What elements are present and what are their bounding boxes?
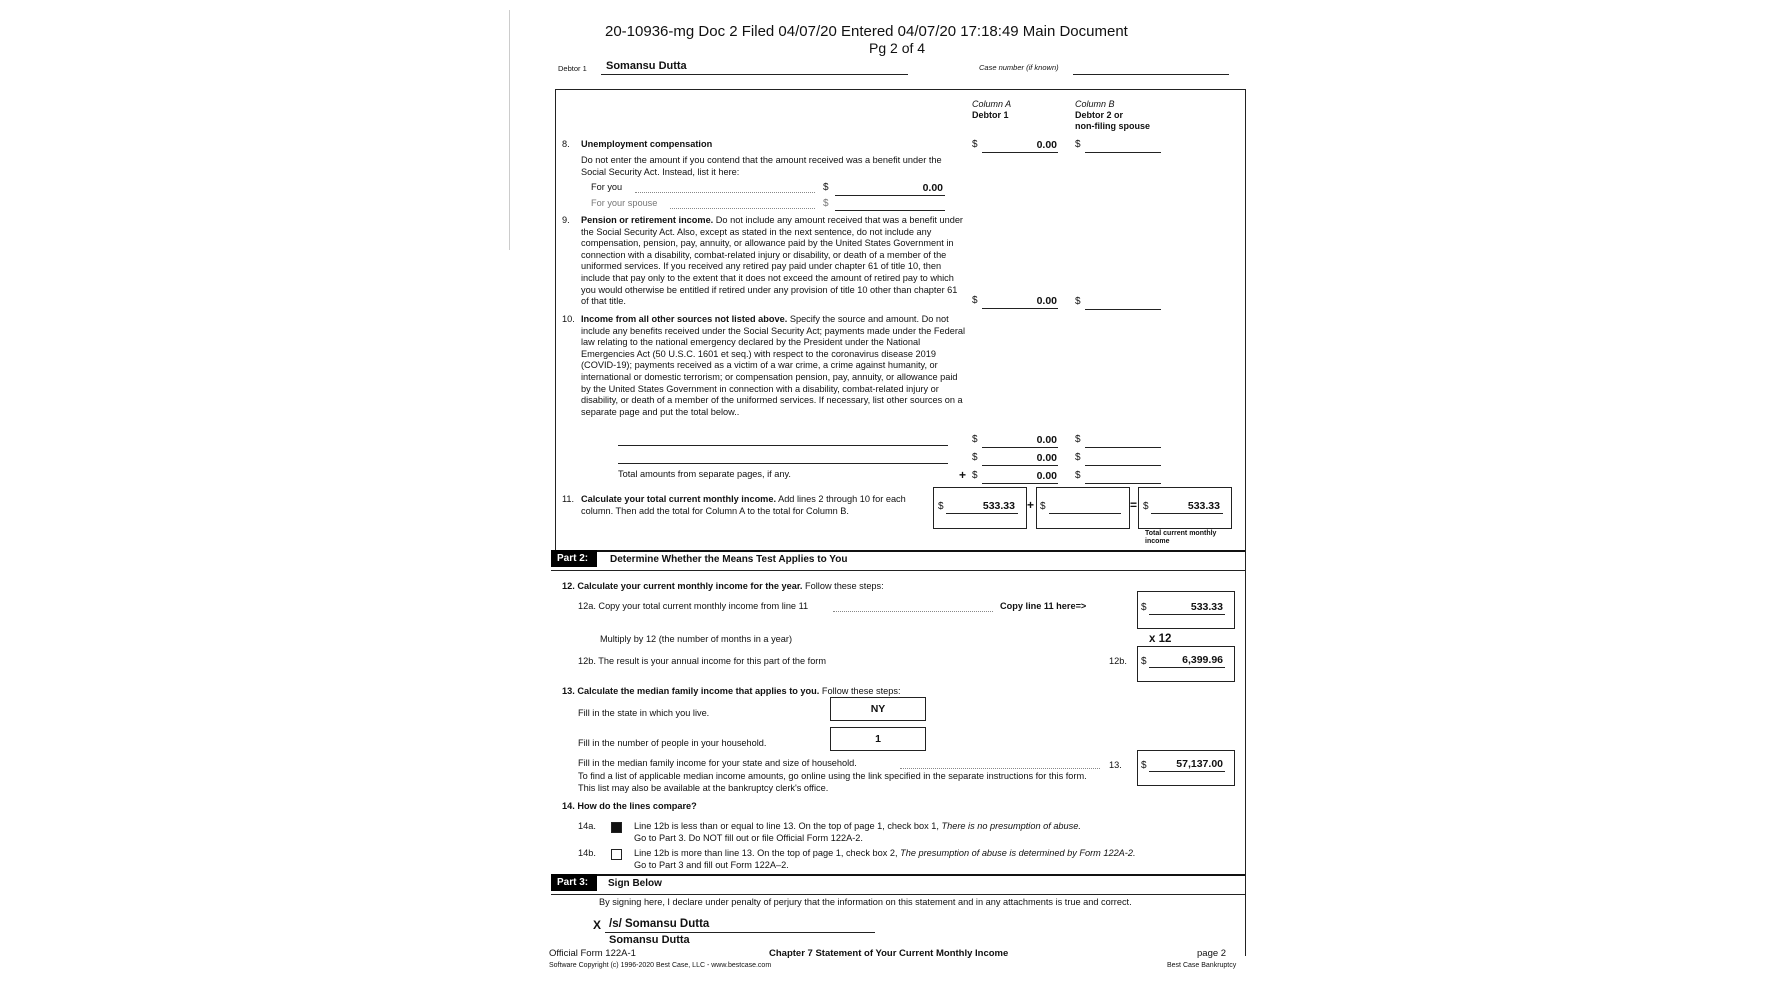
part2-label: Part 2: bbox=[551, 550, 597, 567]
debtor-label: Debtor 1 bbox=[558, 64, 587, 73]
column-b-sub2: non-filing spouse bbox=[1075, 121, 1150, 131]
part3-bottom-rule bbox=[551, 894, 1245, 895]
line12-title: 12. Calculate your current monthly income for the year. bbox=[562, 581, 803, 591]
line13-state-label: Fill in the state in which you live. bbox=[578, 708, 710, 718]
signature-x: X bbox=[593, 918, 602, 932]
line13-household-value: 1 bbox=[875, 733, 881, 745]
line14-title: 14. How do the lines compare? bbox=[562, 801, 697, 811]
line12b-label: 12b. The result is your annual income for this part of the form bbox=[578, 656, 827, 666]
line11-b-line bbox=[1049, 513, 1121, 514]
line9-title: Pension or retirement income. bbox=[581, 215, 714, 225]
line10-row2-dollar: $ bbox=[972, 452, 978, 463]
line14b-checkbox[interactable] bbox=[611, 849, 622, 860]
line8-spouse-dots bbox=[670, 208, 815, 209]
line12a-dollar: $ bbox=[1141, 602, 1147, 613]
footer-title: Chapter 7 Statement of Your Current Monthly Income bbox=[769, 948, 1009, 959]
footer-page: page 2 bbox=[1197, 948, 1227, 959]
line8-note: Do not enter the amount if you contend that the amount received was a benefit under the Social Security Act. Instead, list it here: bbox=[581, 155, 942, 177]
line10-row1-b-line bbox=[1085, 447, 1161, 448]
line8-for-you-dots bbox=[635, 192, 815, 193]
line9-a-line bbox=[982, 308, 1058, 309]
line14b-text: Line 12b is more than line 13. On the top of page 1, check box 2, bbox=[634, 848, 901, 858]
line8-num: 8. bbox=[562, 139, 570, 149]
footer-copyright: Software Copyright (c) 1996-2020 Best Case, LLC - www.bestcase.com bbox=[549, 962, 772, 969]
column-b-title: Column B bbox=[1075, 99, 1115, 109]
line10-title: Income from all other sources not listed above. bbox=[581, 314, 788, 324]
line11-total-line bbox=[1151, 513, 1223, 514]
part2-title: Determine Whether the Means Test Applies to You bbox=[610, 554, 848, 565]
line8-spouse-dollar: $ bbox=[823, 198, 829, 209]
column-a-sub: Debtor 1 bbox=[972, 110, 1009, 120]
form-top-border bbox=[555, 89, 1245, 90]
line10-total-label: Total amounts from separate pages, if any. bbox=[618, 469, 791, 479]
part2-bottom-rule bbox=[551, 570, 1245, 571]
line13-median-dollar: $ bbox=[1141, 760, 1147, 771]
line8-for-you-line bbox=[835, 195, 945, 196]
line12b-dollar: $ bbox=[1141, 656, 1147, 667]
column-a-title: Column A bbox=[972, 99, 1012, 109]
line8-spouse-line bbox=[835, 210, 945, 211]
line11-plus: + bbox=[1027, 498, 1035, 512]
line10-row1-b-dollar: $ bbox=[1075, 434, 1081, 445]
line11-title: Calculate your total current monthly income. bbox=[581, 494, 777, 504]
line13-heading bbox=[562, 686, 901, 698]
line14b-italic: The presumption of abuse is determined by Form 122A-2. bbox=[900, 848, 1136, 858]
line12-multiply-label: Multiply by 12 (the number of months in a year) bbox=[600, 634, 793, 644]
line11-total-label-1: Total current monthly bbox=[1145, 530, 1217, 537]
line13-title-rest: Follow these steps: bbox=[821, 686, 901, 696]
line11-b-dollar: $ bbox=[1040, 501, 1046, 512]
line10-row2-b-dollar: $ bbox=[1075, 452, 1081, 463]
line8-a-line bbox=[982, 152, 1058, 153]
line12a-label: 12a. Copy your total current monthly income from line 11 bbox=[578, 601, 809, 611]
line11-total-label-2: income bbox=[1145, 538, 1170, 545]
line10-total-b-dollar: $ bbox=[1075, 470, 1081, 481]
line10-total-dollar: $ bbox=[972, 470, 978, 481]
line13-median-line bbox=[1149, 771, 1225, 772]
line14b-text2: Go to Part 3 and fill out Form 122A–2. bbox=[634, 860, 789, 870]
line14a-text2: Go to Part 3. Do NOT fill out or file Official Form 122A-2. bbox=[634, 833, 863, 843]
line13-median-dots bbox=[900, 768, 1100, 769]
line11-b-box bbox=[1036, 487, 1130, 529]
line13-median-ref: 13. bbox=[1109, 760, 1122, 770]
form-right-border bbox=[1245, 89, 1246, 956]
line14a-checkbox[interactable] bbox=[611, 822, 622, 833]
line9-num: 9. bbox=[562, 215, 570, 225]
column-b-sub1: Debtor 2 or bbox=[1075, 110, 1124, 120]
line14b-text-row bbox=[634, 848, 1136, 860]
line11-text: Add lines 2 through 10 for each column. Then add the total for Column A to the total for Column B. bbox=[581, 494, 906, 516]
signature-line bbox=[605, 932, 875, 933]
line10-row2-b-line bbox=[1085, 465, 1161, 466]
line10-total-a-line bbox=[982, 483, 1058, 484]
line14a-text-row bbox=[634, 821, 1081, 833]
line13-state-value: NY bbox=[870, 703, 886, 715]
line13-median-label: Fill in the median family income for your state and size of household. bbox=[578, 758, 857, 768]
line9-text: Do not include any amount received that was a benefit under the Social Security Act. Also, except as stated in the next sentence, do not include any compensation, pension, pay, annuity, or allowance paid by the United States Government in connection with a disability, combat-related injury or disability, or death of a member of the uniformed services. If you received any retired pay paid under chapter 61 of title 10, then include that pay only to the extent that it does not exceed the amount of retired pay to which you would otherwise be entitled if retired under any provision of title 10 other than chapter 61 of that title. bbox=[581, 215, 963, 307]
page-indicator: Pg 2 of 4 bbox=[869, 40, 926, 56]
line11-total-dollar: $ bbox=[1143, 501, 1149, 512]
line9-b-dollar: $ bbox=[1075, 296, 1081, 307]
printed-name: Somansu Dutta bbox=[609, 934, 690, 946]
line12-heading bbox=[562, 581, 884, 593]
line12-title-rest: Follow these steps: bbox=[805, 581, 884, 591]
line13-title: 13. Calculate the median family income that applies to you. bbox=[562, 686, 820, 696]
line14a-ref: 14a. bbox=[578, 821, 596, 831]
line10-source-line-2 bbox=[618, 463, 948, 464]
line12-multiply-value: x 12 bbox=[1149, 633, 1172, 645]
line10-plus: + bbox=[959, 468, 967, 482]
line10-source-line-1 bbox=[618, 445, 948, 446]
part3-title: Sign Below bbox=[608, 878, 662, 889]
signature-value[interactable]: /s/ Somansu Dutta bbox=[609, 918, 710, 930]
case-header: 20-10936-mg Doc 2 Filed 04/07/20 Entered 04/07/20 17:18:49 Main Document bbox=[605, 23, 1128, 40]
line10-body bbox=[581, 314, 967, 418]
line13-household-label: Fill in the number of people in your household. bbox=[578, 738, 767, 748]
footer-vendor: Best Case Bankruptcy bbox=[1167, 962, 1237, 969]
line14a-italic: There is no presumption of abuse. bbox=[941, 821, 1081, 831]
line8-for-you-dollar: $ bbox=[823, 182, 829, 193]
part3-label: Part 3: bbox=[551, 874, 597, 891]
line11-equals: = bbox=[1130, 498, 1138, 512]
part3-rule bbox=[551, 874, 1245, 876]
line8-b-dollar: $ bbox=[1075, 139, 1081, 150]
line12a-line bbox=[1149, 614, 1225, 615]
line12a-dots bbox=[833, 611, 993, 612]
line9-b-line bbox=[1085, 309, 1161, 310]
line11-a-amount: 533.33 bbox=[982, 500, 1015, 512]
line10-row2-a-line bbox=[982, 465, 1058, 466]
part2-rule bbox=[551, 550, 1245, 552]
line14b-ref: 14b. bbox=[578, 848, 596, 858]
line9-a-dollar: $ bbox=[972, 295, 978, 306]
line10-row1-dollar: $ bbox=[972, 434, 978, 445]
line8-for-you-amount: 0.00 bbox=[922, 182, 943, 194]
scan-edge bbox=[509, 10, 510, 250]
line13-median-amount: 57,137.00 bbox=[1176, 758, 1223, 770]
line8-title: Unemployment compensation bbox=[581, 139, 713, 149]
document-page bbox=[505, 0, 1265, 1000]
line9-body bbox=[581, 215, 967, 308]
debtor-name-line bbox=[601, 74, 908, 75]
line12b-ref: 12b. bbox=[1109, 656, 1127, 666]
line12b-amount: 6,399.96 bbox=[1182, 654, 1223, 666]
form-left-border bbox=[555, 89, 556, 551]
line11-a-line bbox=[946, 513, 1018, 514]
line10-row1-a-line bbox=[982, 447, 1058, 448]
debtor-name: Somansu Dutta bbox=[606, 60, 687, 72]
line11-num: 11. bbox=[562, 494, 575, 504]
line14a-text: Line 12b is less than or equal to line 13. On the top of page 1, check box 1, bbox=[634, 821, 942, 831]
footer-form: Official Form 122A-1 bbox=[549, 948, 636, 959]
line8-for-you-label: For you bbox=[591, 182, 623, 192]
line8-b-line bbox=[1085, 152, 1161, 153]
line12a-amount: 533.33 bbox=[1190, 601, 1223, 613]
line10-total-amount: 0.00 bbox=[1036, 470, 1057, 482]
line11-a-dollar: $ bbox=[938, 501, 944, 512]
line9-a-amount: 0.00 bbox=[1036, 295, 1057, 307]
line13-note: To find a list of applicable median income amounts, go online using the link specified in the separate instructions for this form. This list may also be available at the bankruptcy clerk's office. bbox=[578, 771, 1087, 793]
line11-body bbox=[581, 494, 921, 517]
line8-spouse-label: For your spouse bbox=[591, 198, 658, 208]
case-number-label: Case number (if known) bbox=[979, 63, 1059, 72]
line12b-line bbox=[1149, 667, 1225, 668]
line12a-copy-label: Copy line 11 here=> bbox=[1000, 601, 1087, 611]
case-number-line bbox=[1073, 74, 1229, 75]
line10-text: Specify the source and amount. Do not include any benefits received under the Social Security Act; payments made under the Federal law relating to the national emergency declared by the President under the National Emergencies Act (50 U.S.C. 1601 et seq.) with respect to the coronavirus disease 2019 (COVID-19); payments received as a victim of a war crime, a crime against humanity, or international or domestic terrorism; or compensation pension, pay, annuity, or allowance paid by the United States Government in connection with a disability, combat-related injury or disability, or death of a member of the uniformed services. If necessary, list other sources on a separate page and put the total below.. bbox=[581, 314, 966, 417]
line10-row1-amount: 0.00 bbox=[1036, 434, 1057, 446]
part3-declaration: By signing here, I declare under penalty of perjury that the information on this statement and in any attachments is true and correct. bbox=[599, 897, 1132, 907]
line10-num: 10. bbox=[562, 314, 575, 324]
line11-total-amount: 533.33 bbox=[1187, 500, 1220, 512]
line8-a-amount: 0.00 bbox=[1036, 139, 1057, 151]
line10-row2-amount: 0.00 bbox=[1036, 452, 1057, 464]
line8-a-dollar: $ bbox=[972, 139, 978, 150]
line10-total-b-line bbox=[1085, 483, 1161, 484]
